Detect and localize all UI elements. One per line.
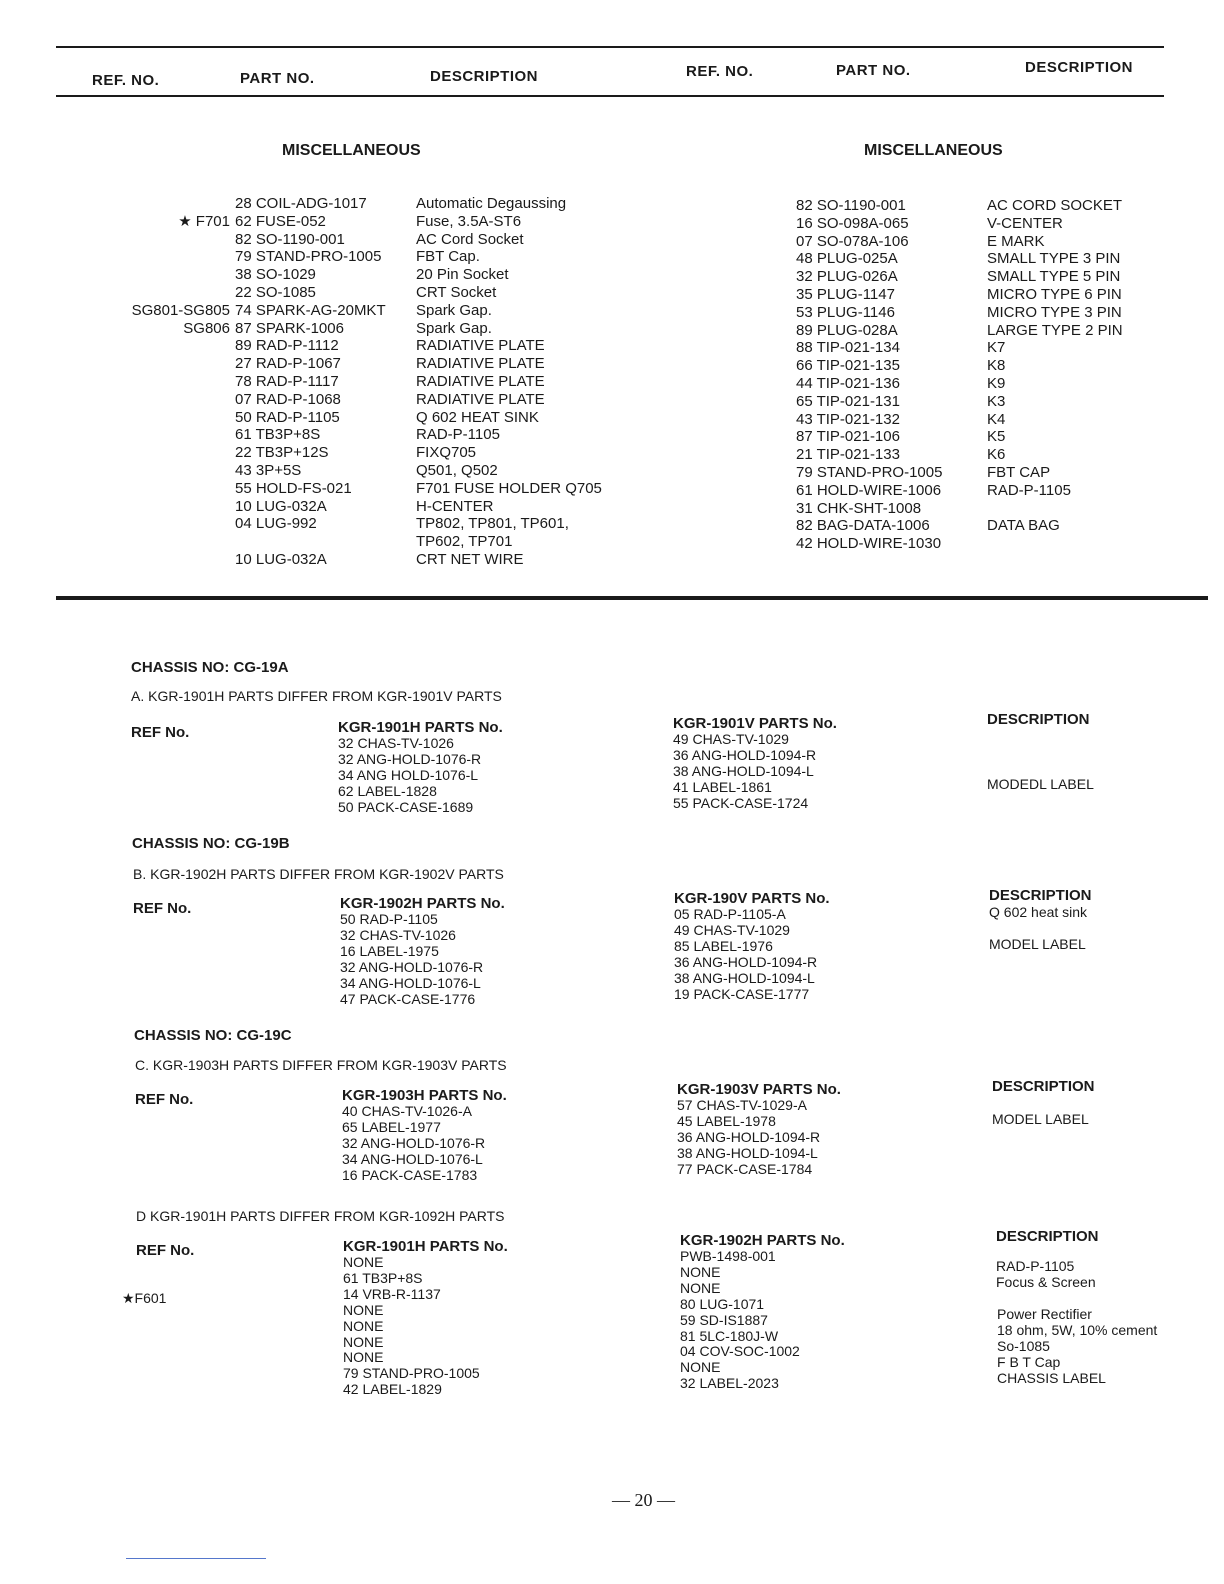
column-header: KGR-1903V PARTS No.: [677, 1081, 841, 1098]
list-item: 10 LUG-032A: [235, 550, 327, 568]
list-item: RAD-P-1105: [996, 1258, 1075, 1274]
list-item: 62 FUSE-052: [235, 212, 326, 230]
list-item: 36 ANG-HOLD-1094-R: [677, 1128, 821, 1145]
misc-right-desc-list: [987, 197, 1123, 553]
list-item: RADIATIVE PLATE: [416, 337, 545, 355]
list-item: 42 HOLD-WIRE-1030: [796, 535, 942, 553]
list-item: 66 TIP-021-135: [796, 357, 900, 375]
list-item: 32 CHAS-TV-1026: [340, 926, 456, 943]
section-d-desc-a: [996, 1259, 1096, 1291]
list-item: 62 LABEL-1828: [338, 782, 437, 799]
chassis-c-desc: MODEL LABEL: [992, 1111, 1089, 1127]
column-header: KGR-1901H PARTS No.: [343, 1238, 508, 1255]
ref-cell: [112, 195, 230, 213]
list-item: 47 PACK-CASE-1776: [340, 990, 476, 1007]
list-item: 22 SO-1085: [235, 283, 316, 301]
page-number: — 20 —: [612, 1490, 675, 1510]
list-item: 18 ohm, 5W, 10% cement: [997, 1321, 1158, 1338]
list-item: 10 LUG-032A: [235, 497, 327, 515]
list-item: 21 TIP-021-133: [796, 446, 900, 464]
header-ref-no-right: REF. NO.: [686, 63, 754, 80]
list-item: K6: [987, 446, 1006, 464]
list-item: 44 TIP-021-136: [796, 374, 900, 392]
header-description-right: DESCRIPTION: [1025, 59, 1134, 76]
list-item: 32 PLUG-026A: [796, 268, 898, 286]
list-item: 16 SO-098A-065: [796, 214, 909, 232]
list-item: 78 RAD-P-1117: [235, 372, 339, 390]
list-item: 77 PACK-CASE-1784: [677, 1160, 813, 1177]
list-item: NONE: [343, 1333, 384, 1350]
list-item: NONE: [680, 1263, 721, 1280]
list-item: FIXQ705: [416, 444, 477, 462]
list-item: [987, 500, 1123, 518]
list-item: 42 LABEL-1829: [343, 1381, 442, 1398]
list-item: CRT NET WIRE: [416, 550, 524, 568]
list-item: 79 STAND-PRO-1005: [235, 248, 382, 266]
list-item: K3: [987, 392, 1006, 410]
list-item: 89 RAD-P-1112: [235, 337, 339, 355]
list-item: SMALL TYPE 3 PIN: [987, 250, 1121, 268]
list-item: 57 CHAS-TV-1029-A: [677, 1097, 807, 1113]
list-item: 82 BAG-DATA-1006: [796, 517, 930, 535]
list-item: 19 PACK-CASE-1777: [674, 985, 810, 1002]
ref-cell: SG806: [183, 319, 230, 337]
list-item: 07 RAD-P-1068: [235, 390, 341, 408]
chassis-a-subtitle: A. KGR-1901H PARTS DIFFER FROM KGR-1901V PARTS: [131, 688, 502, 704]
list-item: 80 LUG-1071: [680, 1295, 765, 1312]
list-item: 22 TB3P+12S: [235, 444, 329, 462]
list-item: [235, 533, 386, 551]
ref-cell: ★ F701: [178, 212, 230, 230]
chassis-c-h-parts: [342, 1087, 507, 1184]
section-divider: [56, 596, 1208, 600]
chassis-b-desc-2: MODEL LABEL: [989, 936, 1086, 952]
list-item: 38 ANG-HOLD-1094-L: [674, 969, 815, 986]
list-item: 87 TIP-021-106: [796, 428, 900, 446]
list-item: 41 LABEL-1861: [673, 778, 772, 795]
list-item: 32 ANG-HOLD-1076-R: [338, 750, 482, 767]
chassis-a-desc-head: DESCRIPTION: [987, 711, 1090, 728]
chassis-b-subtitle: B. KGR-1902H PARTS DIFFER FROM KGR-1902V PARTS: [133, 866, 504, 882]
chassis-c-ref-head: REF No.: [135, 1091, 194, 1108]
section-d-ref-item: ★F601: [122, 1290, 167, 1306]
misc-right-part-list: [796, 197, 942, 553]
list-item: 28 COIL-ADG-1017: [235, 195, 367, 212]
column-header: KGR-1901V PARTS No.: [673, 715, 837, 732]
list-item: Q501, Q502: [416, 461, 498, 479]
list-item: 20 Pin Socket: [416, 266, 509, 284]
list-item: 82 SO-1190-001: [796, 197, 906, 214]
list-item: 79 STAND-PRO-1005: [796, 463, 943, 481]
chassis-a-title: CHASSIS NO: CG-19A: [131, 659, 289, 676]
list-item: 65 TIP-021-131: [796, 392, 900, 410]
list-item: NONE: [343, 1301, 384, 1318]
section-d-v-parts: [680, 1232, 845, 1392]
list-item: 50 PACK-CASE-1689: [338, 798, 474, 815]
chassis-c-desc-head: DESCRIPTION: [992, 1078, 1095, 1095]
column-header: KGR-190V PARTS No.: [674, 890, 830, 907]
chassis-a-v-parts: [673, 715, 837, 812]
column-header: KGR-1902H PARTS No.: [680, 1232, 845, 1249]
list-item: CHASSIS LABEL: [997, 1369, 1106, 1386]
list-item: 04 COV-SOC-1002: [680, 1343, 800, 1360]
list-item: MICRO TYPE 3 PIN: [987, 303, 1122, 321]
chassis-a-h-parts: [338, 719, 503, 816]
list-item: AC Cord Socket: [416, 230, 524, 248]
ref-cell: [112, 231, 230, 249]
header-bottom-rule: [56, 95, 1164, 97]
list-item: 40 CHAS-TV-1026-A: [342, 1103, 472, 1119]
list-item: 14 VRB-R-1137: [343, 1285, 441, 1302]
column-header: KGR-1902H PARTS No.: [340, 895, 505, 912]
list-item: MICRO TYPE 6 PIN: [987, 285, 1122, 303]
column-header: KGR-1901H PARTS No.: [338, 719, 503, 736]
list-item: CRT Socket: [416, 283, 497, 301]
chassis-a-desc: MODEDL LABEL: [987, 776, 1094, 792]
list-item: 53 PLUG-1146: [796, 303, 895, 321]
list-item: V-CENTER: [987, 214, 1063, 232]
list-item: 34 ANG HOLD-1076-L: [338, 766, 479, 783]
misc-left-title: MISCELLANEOUS: [282, 142, 421, 159]
list-item: AC CORD SOCKET: [987, 197, 1123, 214]
list-item: 43 3P+5S: [235, 461, 302, 479]
list-item: FBT Cap.: [416, 248, 480, 266]
list-item: 32 ANG-HOLD-1076-R: [342, 1134, 486, 1151]
list-item: RADIATIVE PLATE: [416, 355, 545, 373]
list-item: E MARK: [987, 232, 1045, 250]
list-item: K4: [987, 410, 1006, 428]
chassis-b-desc-1: Q 602 heat sink: [989, 904, 1088, 920]
header-top-rule: [56, 46, 1164, 48]
misc-left-part-list: [235, 195, 386, 569]
section-d-h-parts: [343, 1238, 508, 1398]
section-d-desc-head: DESCRIPTION: [996, 1228, 1099, 1245]
list-item: 45 LABEL-1978: [677, 1112, 776, 1129]
ref-cell: SG801-SG805: [131, 301, 230, 319]
list-item: 55 PACK-CASE-1724: [673, 794, 809, 811]
list-item: 87 SPARK-1006: [235, 319, 344, 337]
list-item: 16 LABEL-1975: [340, 942, 439, 959]
header-ref-no-left: REF. NO.: [92, 72, 160, 89]
list-item: DATA BAG: [987, 517, 1060, 535]
list-item: K5: [987, 428, 1006, 446]
list-item: 79 STAND-PRO-1005: [343, 1365, 480, 1382]
list-item: 49 CHAS-TV-1029: [674, 921, 790, 938]
list-item: 34 ANG-HOLD-1076-L: [342, 1150, 483, 1167]
list-item: Fuse, 3.5A-ST6: [416, 212, 522, 230]
misc-left-refs: [112, 195, 230, 337]
list-item: 04 LUG-992: [235, 515, 317, 533]
list-item: RAD-P-1105: [416, 426, 500, 444]
header-description-left: DESCRIPTION: [430, 68, 539, 85]
list-item: 38 ANG-HOLD-1094-L: [673, 762, 814, 779]
list-item: 82 SO-1190-001: [235, 230, 345, 248]
list-item: 89 PLUG-028A: [796, 321, 898, 339]
list-item: 74 SPARK-AG-20MKT: [235, 301, 386, 319]
list-item: NONE: [680, 1279, 721, 1296]
list-item: H-CENTER: [416, 497, 494, 515]
list-item: Spark Gap.: [416, 301, 492, 319]
list-item: 81 5LC-180J-W: [680, 1327, 779, 1344]
section-d-desc-b: [997, 1307, 1157, 1387]
list-item: RADIATIVE PLATE: [416, 390, 545, 408]
list-item: K8: [987, 357, 1006, 375]
list-item: 31 CHK-SHT-1008: [796, 499, 922, 517]
list-item: K7: [987, 339, 1006, 357]
list-item: 38 SO-1029: [235, 266, 316, 284]
list-item: 55 HOLD-FS-021: [235, 479, 352, 497]
list-item: 48 PLUG-025A: [796, 250, 898, 268]
list-item: 88 TIP-021-134: [796, 339, 900, 357]
chassis-c-subtitle: C. KGR-1903H PARTS DIFFER FROM KGR-1903V PARTS: [135, 1057, 507, 1073]
list-item: 36 ANG-HOLD-1094-R: [674, 953, 818, 970]
section-d-ref-head: REF No.: [136, 1242, 195, 1259]
ref-cell: [112, 266, 230, 284]
list-item: PWB-1498-001: [680, 1248, 776, 1264]
ref-cell: [112, 248, 230, 266]
chassis-b-desc-head: DESCRIPTION: [989, 887, 1092, 904]
header-part-no-right: PART NO.: [836, 62, 911, 79]
list-item: F701 FUSE HOLDER Q705: [416, 479, 602, 497]
chassis-a-ref-head: REF No.: [131, 724, 190, 741]
list-item: Automatic Degaussing: [416, 195, 567, 212]
list-item: LARGE TYPE 2 PIN: [987, 321, 1123, 339]
chassis-b-h-parts: [340, 895, 505, 1007]
list-item: SMALL TYPE 5 PIN: [987, 268, 1121, 286]
list-item: TP602, TP701: [416, 533, 513, 551]
list-item: 32 LABEL-2023: [680, 1375, 779, 1392]
list-item: 61 TB3P+8S: [343, 1269, 423, 1286]
list-item: 16 PACK-CASE-1783: [342, 1166, 478, 1183]
chassis-c-title: CHASSIS NO: CG-19C: [134, 1027, 292, 1044]
list-item: So-1085: [997, 1337, 1050, 1354]
list-item: 59 SD-IS1887: [680, 1311, 768, 1328]
list-item: Focus & Screen: [996, 1273, 1096, 1290]
list-item: 50 RAD-P-1105: [235, 408, 340, 426]
list-item: 61 HOLD-WIRE-1006: [796, 481, 942, 499]
ref-cell: [112, 284, 230, 302]
list-item: RAD-P-1105: [987, 481, 1071, 499]
list-item: NONE: [680, 1359, 721, 1376]
list-item: 38 ANG-HOLD-1094-L: [677, 1144, 818, 1161]
chassis-c-v-parts: [677, 1081, 841, 1178]
list-item: 49 CHAS-TV-1029: [673, 731, 789, 747]
list-item: 36 ANG-HOLD-1094-R: [673, 746, 817, 763]
list-item: 34 ANG-HOLD-1076-L: [340, 974, 481, 991]
list-item: 50 RAD-P-1105: [340, 911, 438, 927]
list-item: 61 TB3P+8S: [235, 426, 321, 444]
list-item: RADIATIVE PLATE: [416, 372, 545, 390]
header-part-no-left: PART NO.: [240, 70, 315, 87]
chassis-b-ref-head: REF No.: [133, 900, 192, 917]
misc-right-title: MISCELLANEOUS: [864, 142, 1003, 159]
list-item: 05 RAD-P-1105-A: [674, 906, 786, 922]
list-item: 35 PLUG-1147: [796, 285, 895, 303]
list-item: 07 SO-078A-106: [796, 232, 909, 250]
chassis-b-title: CHASSIS NO: CG-19B: [132, 835, 290, 852]
list-item: 65 LABEL-1977: [342, 1118, 441, 1135]
list-item: 32 ANG-HOLD-1076-R: [340, 958, 484, 975]
list-item: NONE: [343, 1349, 384, 1366]
column-header: KGR-1903H PARTS No.: [342, 1087, 507, 1104]
list-item: Spark Gap.: [416, 319, 492, 337]
misc-left-desc-list: [416, 195, 602, 569]
list-item: [987, 535, 1123, 553]
list-item: 32 CHAS-TV-1026: [338, 735, 454, 751]
list-item: 85 LABEL-1976: [674, 937, 773, 954]
list-item: Q 602 HEAT SINK: [416, 408, 539, 426]
footer-line: [126, 1558, 266, 1559]
list-item: NONE: [343, 1254, 384, 1270]
list-item: NONE: [343, 1317, 384, 1334]
list-item: 27 RAD-P-1067: [235, 355, 341, 373]
list-item: TP802, TP801, TP601,: [416, 515, 569, 533]
list-item: 43 TIP-021-132: [796, 410, 900, 428]
list-item: F B T Cap: [997, 1353, 1061, 1370]
chassis-b-v-parts: [674, 890, 830, 1002]
list-item: Power Rectifier: [997, 1306, 1092, 1322]
section-d-subtitle: D KGR-1901H PARTS DIFFER FROM KGR-1092H PARTS: [136, 1208, 505, 1224]
list-item: FBT CAP: [987, 463, 1051, 481]
list-item: K9: [987, 374, 1006, 392]
